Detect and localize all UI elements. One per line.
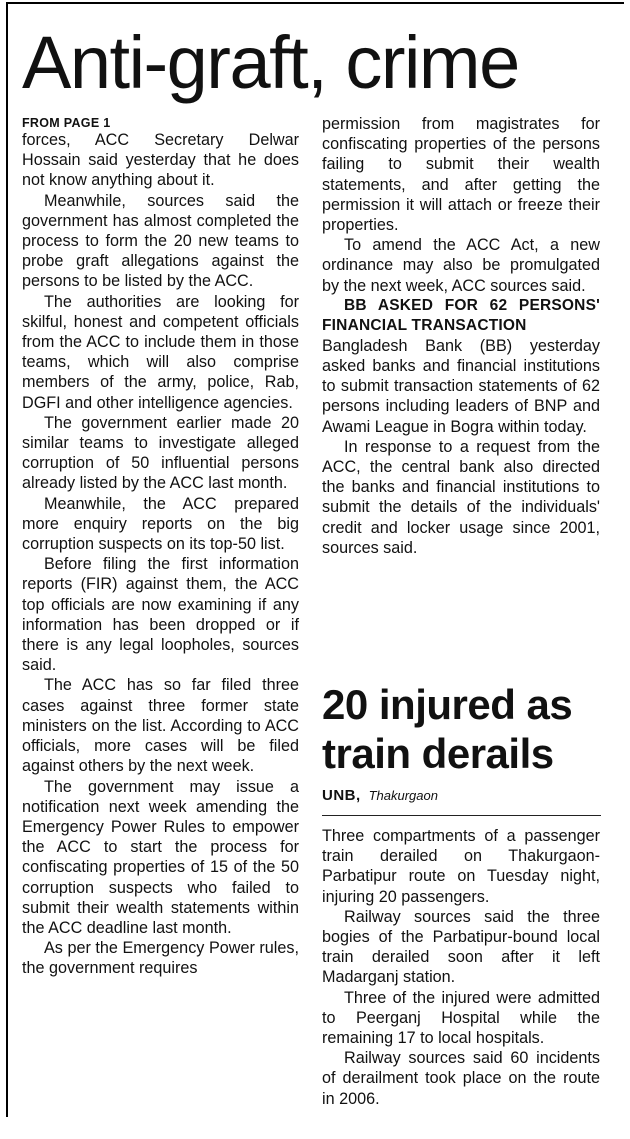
paragraph: Before filing the first information reports (FIR) against them, the ACC top officials are now examining if any information has been dropped or if there is any legal loopholes, sources said. xyxy=(22,555,299,675)
subheading: BB ASKED FOR 62 PERSONS' FINANCIAL TRANSACTION xyxy=(322,296,600,334)
top-rule xyxy=(6,2,624,4)
paragraph: Three compartments of a passenger train derailed on Thakurgaon-Parbatipur route on Tuesday night, injuring 20 passengers. xyxy=(322,827,600,906)
continued-label: FROM PAGE 1 xyxy=(22,116,111,130)
paragraph: permission from magistrates for confiscating properties of the persons failing to submit their wealth statements, and after getting the permission it will attach or freeze their properties. xyxy=(322,115,600,235)
story2-headline-line2: train derails xyxy=(322,730,554,777)
paragraph: Bangladesh Bank (BB) yesterday asked banks and financial institutions to submit transaction statements of 62 persons including leaders of BNP and Awami League in Bogra within today. xyxy=(322,336,600,436)
main-headline: Anti-graft, crime xyxy=(22,21,519,104)
paragraph: In response to a request from the ACC, the central bank also directed the banks and financial institutions to submit the details of the individuals' credit and locker usage since 2001, sources said. xyxy=(322,437,600,557)
story2-byline: UNB, Thakurgaon xyxy=(322,787,438,804)
paragraph: As per the Emergency Power rules, the government requires xyxy=(22,939,299,978)
paragraph: Meanwhile, the ACC prepared more enquiry reports on the big corruption suspects on its top-50 list. xyxy=(22,494,299,554)
paragraph: The government earlier made 20 similar teams to investigate alleged corruption of 50 influential persons already listed by the ACC last month. xyxy=(22,413,299,493)
paragraph: The authorities are looking for skilful, honest and competent officials from the ACC to include them in those teams, which will also comprise members of the army, police, Rab, DGFI and other intelligence agencies. xyxy=(22,292,299,412)
story2-headline xyxy=(322,680,612,778)
story2-body xyxy=(322,826,600,1109)
paragraph: Railway sources said 60 incidents of derailment took place on the route in 2006. xyxy=(322,1049,600,1108)
byline-rule xyxy=(322,815,601,816)
paragraph: The government may issue a notification next week amending the Emergency Power Rules to empower the ACC to start the process for confiscating properties of 15 of the 50 corruption suspects who failed to submit their wealth statements within the ACC deadline last month. xyxy=(22,777,299,937)
paragraph: Three of the injured were admitted to Peerganj Hospital while the remaining 17 to local hospitals. xyxy=(322,988,600,1048)
news-agency: UNB xyxy=(322,787,356,804)
paragraph: Railway sources said the three bogies of the Parbatipur-bound local train derailed soon after it left Madarganj station. xyxy=(322,907,600,987)
column-1 xyxy=(22,116,299,979)
paragraph: To amend the ACC Act, a new ordinance may also be promulgated by the next week, ACC sources said. xyxy=(322,236,600,295)
paragraph: The ACC has so far filed three cases against three former state ministers on the list. According to ACC officials, more cases will be filed against others by the next week. xyxy=(22,676,299,776)
column-2 xyxy=(322,114,600,558)
dateline: Thakurgaon xyxy=(368,788,438,803)
left-rule xyxy=(6,2,8,1117)
paragraph: forces, ACC Secretary Delwar Hossain said yesterday that he does not know anything about it. xyxy=(22,131,299,190)
story2-headline-line1: 20 injured as xyxy=(322,681,573,728)
paragraph: Meanwhile, sources said the government has almost completed the process to form the 20 new teams to probe graft allegations against the persons to be listed by the ACC. xyxy=(22,191,299,291)
